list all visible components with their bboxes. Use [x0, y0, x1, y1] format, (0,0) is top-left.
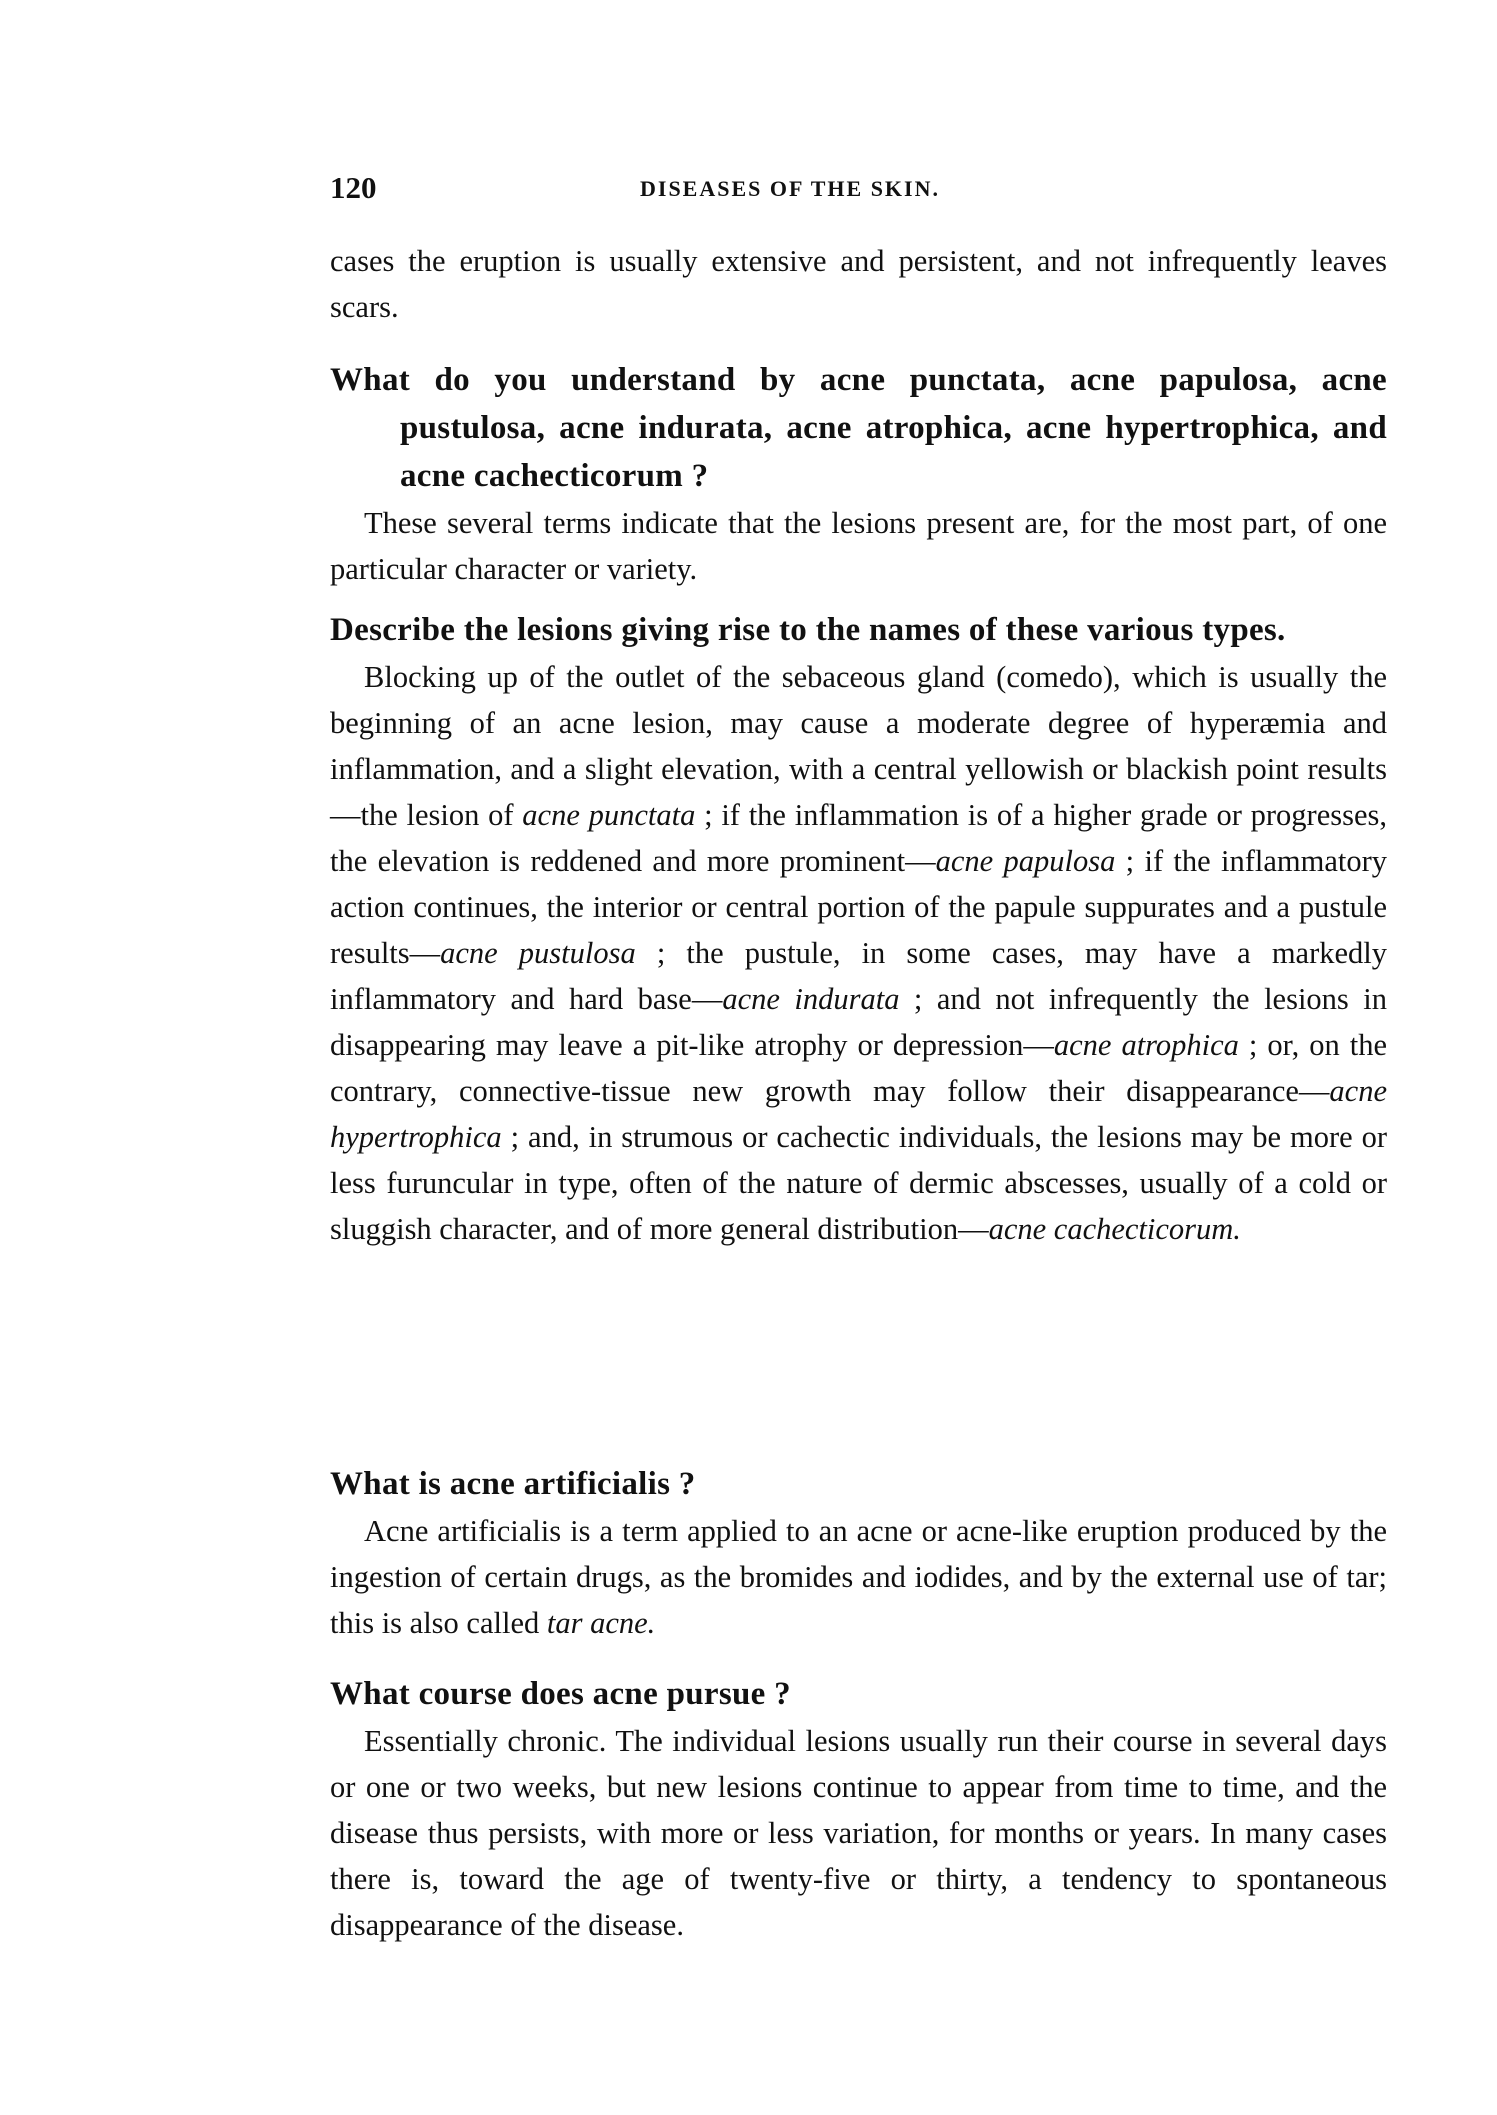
- term-acne-pustulosa: acne pustulosa: [440, 936, 636, 970]
- section-acne-artificialis: [330, 1460, 1387, 1646]
- question-heading: What do you understand by acne punctata, acne papulosa, acne pustulosa, acne indurata, acne atrophica, acne hypertrophica, and acne cachecticorum ?: [330, 362, 1387, 494]
- text-run: ; or, on the contrary, connective-tissue new growth may follow their disappearance—: [330, 1028, 1387, 1108]
- question-heading: What is acne artificialis ?: [330, 1466, 696, 1502]
- text-run: ; and, in strumous or cachectic individuals, the lesions may be more or less furuncular in type, often of the nature of dermic abscesses, usually of a cold or sluggish character, and of more general distribution—: [330, 1120, 1387, 1246]
- term-acne-atrophica: acne atrophica: [1053, 1028, 1239, 1062]
- term-acne-indurata: acne indurata: [722, 982, 900, 1016]
- term-tar-acne: tar acne.: [546, 1606, 656, 1640]
- question-heading: What course does acne pursue ?: [330, 1676, 791, 1712]
- text-run: ; if the inflammatory action continues, the interior or central portion of the papule suppurates and a pustule results—: [330, 844, 1387, 970]
- text-run: Blocking up of the outlet of the sebaceous gland (comedo), which is usually the beginning of an acne lesion, may cause a moderate degree of hyperæmia and inflammation, and a slight elevation, with a central yellowish or blackish point results—the lesion of: [330, 660, 1387, 832]
- text-run: ; and not infrequently the lesions in disappearing may leave a pit-like atrophy or depression—: [330, 982, 1387, 1062]
- running-head: [330, 170, 1387, 210]
- term-acne-punctata: acne punctata: [522, 798, 696, 832]
- question-heading: Describe the lesions giving rise to the names of these various types.: [330, 612, 1286, 648]
- answer-paragraph: [330, 1508, 1387, 1646]
- answer-paragraph: These several terms indicate that the lesions present are, for the most part, of one particular character or variety.: [330, 506, 1387, 586]
- section-acne-varieties: [330, 356, 1387, 592]
- running-title: DISEASES OF THE SKIN.: [640, 176, 940, 201]
- section-acne-course: [330, 1670, 1387, 1948]
- text-run: Acne artificialis is a term applied to an acne or acne-like eruption produced by the ingestion of certain drugs, as the bromides and iodides, and by the external use of tar; this is also called: [330, 1514, 1387, 1640]
- term-acne-papulosa: acne papulosa: [935, 844, 1116, 878]
- continuation-paragraph: [330, 238, 1387, 330]
- term-acne-cachecticorum: acne cachecticorum.: [988, 1212, 1241, 1246]
- page-number: 120: [330, 170, 377, 205]
- answer-paragraph: Essentially chronic. The individual lesions usually run their course in several days or one or two weeks, but new lesions continue to appear from time to time, and the disease thus persists, with more or less variation, for months or years. In many cases there is, toward the age of twenty-five or thirty, a tendency to spontaneous disappearance of the disease.: [330, 1724, 1387, 1942]
- text-run: ; the pustule, in some cases, may have a markedly inflammatory and hard base—: [330, 936, 1387, 1016]
- term-acne-hypertrophica: acne hypertrophica: [330, 1074, 1387, 1154]
- answer-paragraph: [330, 654, 1387, 1252]
- text-run: ; if the inflammation is of a higher grade or progresses, the elevation is reddened and more prominent—: [330, 798, 1387, 878]
- section-lesion-descriptions: [330, 606, 1387, 1252]
- continuation-text: cases the eruption is usually extensive and persistent, and not infrequently leaves scars.: [330, 244, 1387, 324]
